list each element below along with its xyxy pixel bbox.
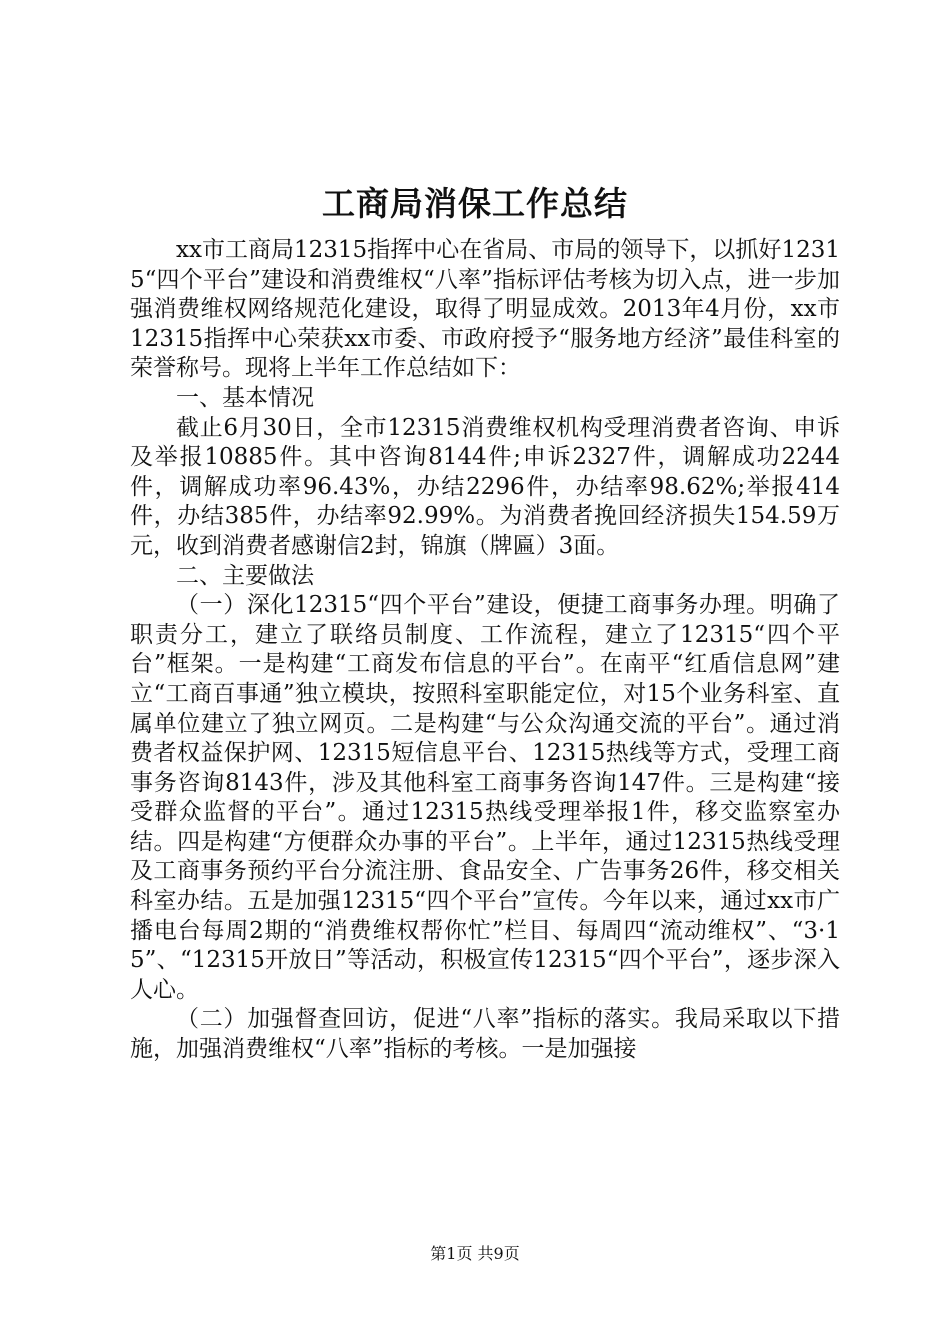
paragraph-method-2: （二）加强督查回访，促进“八率”指标的落实。我局采取以下措施，加强消费维权“八率”指标的考核。一是加强接 <box>130 1006 840 1063</box>
section-heading-methods: 二、主要做法 <box>176 562 314 589</box>
document-title: 工商局消保工作总结 <box>322 184 628 223</box>
paragraph-intro: xx市工商局12315指挥中心在省局、市局的领导下，以抓好12315“四个平台”建设和消费维权“八率”指标评估考核为切入点，进一步加强消费维权网络规范化建设，取得了明显成效。2013年4月份，xx市12315指挥中心荣获xx市委、市政府授予“服务地方经济”最佳科室的荣誉称号。现将上半年工作总结如下： <box>130 237 840 382</box>
paragraph-method-1: （一）深化12315“四个平台”建设，便捷工商事务办理。明确了职责分工，建立了联络员制度、工作流程，建立了12315“四个平台”框架。一是构建“工商发布信息的平台”。在南平“红盾信息网”建立“工商百事通”独立模块，按照科室职能定位，对15个业务科室、直属单位建立了独立网页。二是构建“与公众沟通交流的平台”。通过消费者权益保护网、12315短信息平台、12315热线等方式，受理工商事务咨询8143件，涉及其他科室工商事务咨询147件。三是构建“接受群众监督的平台”。通过12315热线受理举报1件，移交监察室办结。四是构建“方便群众办事的平台”。上半年，通过12315热线受理及工商事务预约平台分流注册、食品安全、广告事务26件，移交相关科室办结。五是加强12315“四个平台”宣传。今年以来，通过xx市广播电台每周2期的“消费维权帮你忙”栏目、每周四“流动维权”、“3·15”、“12315开放日”等活动，积极宣传12315“四个平台”，逐步深入人心。 <box>130 592 840 1003</box>
page-footer: 第1页 共9页 <box>430 1244 520 1263</box>
document-body <box>130 236 840 1065</box>
section-heading-basic: 一、基本情况 <box>176 384 314 411</box>
paragraph-basic-situation: 截止6月30日，全市12315消费维权机构受理消费者咨询、申诉及举报10885件。其中咨询8144件;申诉2327件，调解成功2244件，调解成功率96.43%，办结2296件，办结率98.62%;举报414件，办结385件，办结率92.99%。为消费者挽回经济损失154.59万元，收到消费者感谢信2封，锦旗（牌匾）3面。 <box>130 414 840 559</box>
